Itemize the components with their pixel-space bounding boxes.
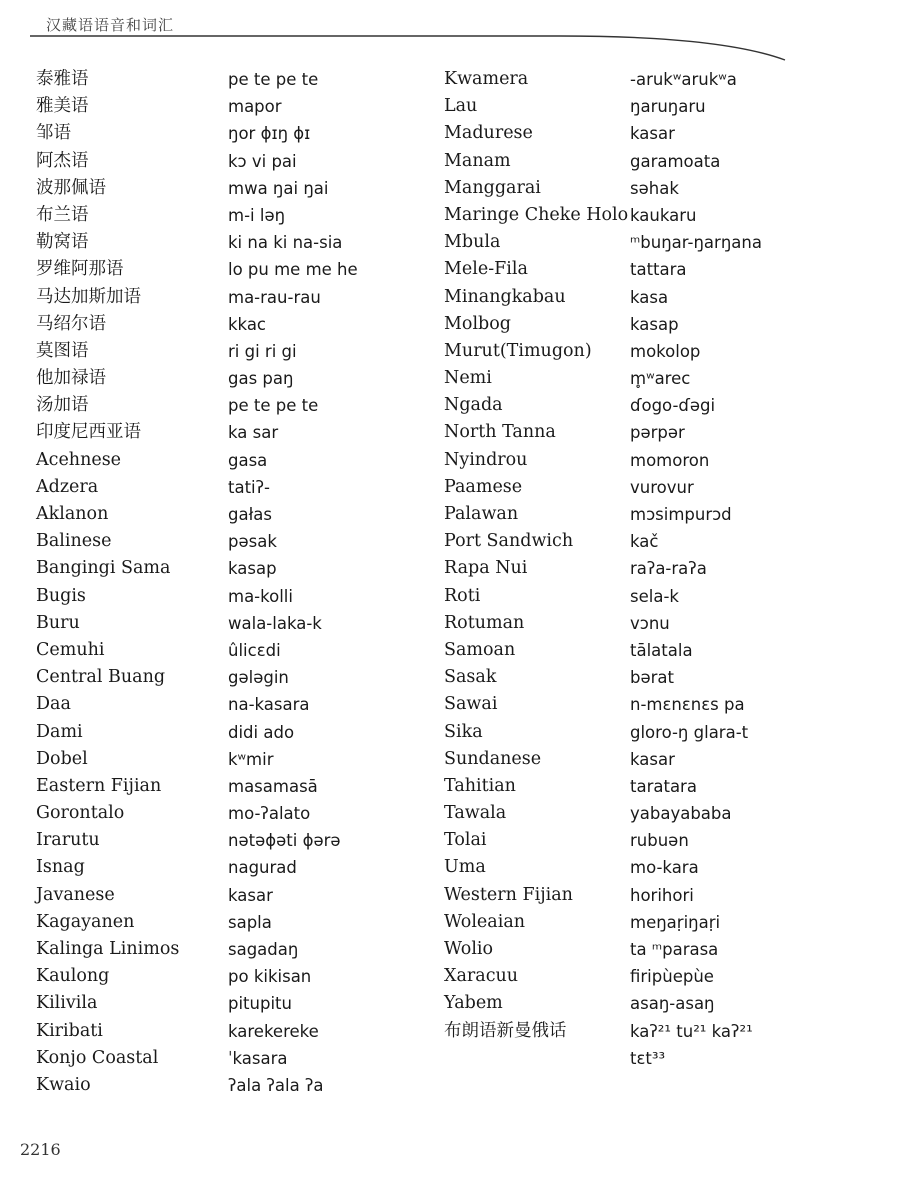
language-name: Paamese [444, 476, 523, 497]
word-form: tālatala [630, 640, 693, 660]
language-name: Irarutu [36, 830, 100, 851]
word-form: kasar [630, 124, 675, 144]
word-form: n-mɛnɛnɛs pa [630, 695, 745, 715]
word-form: gasa [228, 450, 268, 470]
language-name: Rotuman [444, 612, 525, 633]
language-name: Central Buang [36, 667, 166, 688]
language-name: 莫图语 [36, 340, 89, 361]
language-name: Dami [36, 721, 83, 742]
word-form: gas paŋ [228, 369, 294, 389]
language-name: Adzera [36, 476, 99, 497]
word-form: kkac [228, 314, 267, 334]
language-name: Tahitian [444, 775, 516, 796]
language-name: Aklanon [36, 504, 109, 524]
word-form: mo-ʔalato [228, 804, 311, 824]
word-form: bərat [630, 668, 674, 688]
word-form: kač [630, 532, 659, 552]
word-form: tɛt³³ [630, 1048, 666, 1068]
word-form: ŋaruŋaru [630, 97, 706, 117]
language-name: Kalinga Linimos [36, 939, 180, 959]
word-form: nətəɸəti ɸərə [228, 831, 341, 851]
language-name: Kilivila [36, 993, 98, 1014]
word-form: gałas [228, 505, 272, 524]
language-name: 马达加斯加语 [36, 286, 141, 307]
word-form: kasap [228, 559, 277, 579]
language-name: Wolio [444, 939, 494, 959]
language-name: Xaracuu [444, 966, 519, 987]
language-name: Samoan [444, 639, 516, 660]
word-form: kaukaru [630, 205, 697, 225]
word-form: ŋor ɸɪŋ ɸɪ [228, 124, 311, 144]
language-name: Nemi [444, 368, 492, 389]
language-name: Lau [444, 96, 478, 117]
word-form: gloro-ŋ glara-t [630, 722, 749, 742]
language-name: 罗维阿那语 [36, 259, 124, 280]
language-name: Nyindrou [444, 449, 528, 470]
language-name: Bangingi Sama [36, 558, 171, 579]
word-form: sagadaŋ [228, 940, 299, 959]
word-form: vɔnu [630, 613, 670, 633]
language-name: Sundanese [444, 748, 542, 769]
word-form: horihori [630, 885, 694, 905]
language-name: Tawala [444, 803, 507, 824]
language-name: 阿杰语 [36, 150, 89, 171]
word-form: ma-kolli [228, 586, 293, 606]
word-form: masamasā [228, 776, 318, 796]
word-form: mo-kara [630, 858, 699, 878]
language-name: Molbog [444, 313, 511, 334]
language-name: 汤加语 [36, 395, 89, 416]
language-name: Yabem [444, 993, 503, 1014]
language-name: 邹语 [36, 123, 71, 144]
word-form: asaŋ-asaŋ [630, 994, 715, 1014]
language-name: 布朗语新曼俄话 [444, 1020, 567, 1041]
word-form: pərpər [630, 423, 685, 443]
word-form: didi ado [228, 722, 295, 742]
language-name: Kwamera [444, 69, 529, 89]
language-name: 马绍尔语 [36, 313, 106, 334]
language-name: 布兰语 [36, 204, 89, 225]
header-rule [0, 0, 900, 70]
word-form: kasap [630, 314, 679, 334]
word-form: tatiʔ- [228, 477, 271, 497]
word-form: momoron [630, 450, 710, 470]
language-name: Roti [444, 585, 481, 606]
language-name: Port Sandwich [444, 531, 574, 552]
word-form: garamoata [630, 151, 721, 171]
language-name: Gorontalo [36, 803, 125, 824]
language-name: Sawai [444, 694, 498, 715]
word-form: m̥ʷarec [630, 369, 691, 389]
word-form: kɔ vi pai [228, 151, 297, 171]
word-form: mokolop [630, 341, 701, 361]
word-form: kasa [630, 287, 669, 307]
word-form: kʷmir [228, 749, 274, 769]
language-name: 他加禄语 [36, 368, 106, 389]
language-name: Palawan [444, 504, 519, 524]
language-name: Kwaio [36, 1074, 91, 1095]
language-name: Mbula [444, 232, 501, 253]
language-name: Eastern Fijian [36, 775, 162, 796]
word-form: rubuən [630, 831, 689, 851]
word-form: po kikisan [228, 967, 312, 987]
word-form: gələgin [228, 668, 289, 688]
language-name: 印度尼西亚语 [36, 422, 141, 443]
word-form: pitupitu [228, 994, 292, 1014]
word-form: ka sar [228, 423, 279, 443]
word-form: mɔsimpurɔd [630, 505, 732, 524]
language-name: Woleaian [444, 911, 526, 932]
page-number: 2216 [20, 1140, 61, 1159]
language-name: Uma [444, 857, 486, 878]
word-form: ki na ki na-sia [228, 233, 343, 253]
language-name: Konjo Coastal [36, 1047, 159, 1068]
language-name: Sasak [444, 667, 497, 688]
word-form: pəsak [228, 532, 277, 552]
form-column-right [630, 66, 820, 1072]
word-form: yabayababa [630, 804, 732, 824]
word-form: ˈkasara [228, 1048, 288, 1068]
language-name: Kaulong [36, 966, 110, 987]
language-name: Western Fijian [444, 884, 573, 905]
word-form: kaʔ²¹ tu²¹ kaʔ²¹ [630, 1021, 753, 1041]
word-form: vurovur [630, 477, 694, 497]
language-name: Mele-Fila [444, 259, 528, 280]
language-name: 雅美语 [36, 96, 89, 117]
form-column-left [228, 66, 428, 1099]
word-form: lo pu me me he [228, 260, 358, 280]
word-form: mwa ŋai ŋai [228, 178, 329, 198]
word-form: ᵐbuŋar-ŋarŋana [630, 233, 762, 253]
language-column-right [444, 66, 629, 1045]
language-name: Bugis [36, 585, 86, 606]
language-name: Kagayanen [36, 911, 135, 932]
language-name: 泰雅语 [36, 69, 89, 89]
language-name: Ngada [444, 395, 503, 416]
language-column-left [36, 66, 221, 1099]
running-header: 汉藏语语音和词汇 [46, 16, 175, 34]
word-form: ʔala ʔala ʔa [228, 1075, 324, 1095]
word-form: karekereke [228, 1021, 319, 1041]
word-form: m-i ləŋ [228, 205, 286, 225]
language-name: Manggarai [444, 177, 541, 198]
word-form: wala-laka-k [228, 613, 322, 633]
word-form: na-kasara [228, 695, 310, 715]
word-form: sela-k [630, 586, 679, 606]
word-form: meŋaṛiŋaṛi [630, 912, 721, 932]
word-form: firipùepùe [630, 967, 714, 987]
word-form: nagurad [228, 858, 297, 878]
language-name: Manam [444, 150, 511, 171]
word-form: ma-rau-rau [228, 287, 321, 307]
language-name: Acehnese [36, 449, 122, 470]
language-name: Minangkabau [444, 286, 566, 307]
word-form: pe te pe te [228, 396, 319, 416]
word-form: kasar [630, 749, 675, 769]
language-name: Buru [36, 612, 80, 633]
language-name: Madurese [444, 123, 533, 144]
language-name: Cemuhi [36, 639, 105, 660]
word-form: ɗogo-ɗəgi [630, 396, 716, 416]
language-name: Maringe Cheke Holo [444, 204, 629, 225]
word-form: pe te pe te [228, 70, 319, 89]
word-form: ûlicɛdi [228, 640, 281, 660]
word-form: mapor [228, 97, 282, 117]
word-form: kasar [228, 885, 273, 905]
word-form: səhak [630, 178, 679, 198]
language-name: Javanese [36, 884, 115, 905]
word-form: sapla [228, 912, 272, 932]
language-name: 勒窝语 [36, 232, 89, 253]
word-form: ta ᵐparasa [630, 940, 719, 959]
word-form: raʔa-raʔa [630, 559, 707, 579]
word-form: -arukʷarukʷa [630, 70, 737, 89]
language-name: 波那佩语 [36, 177, 106, 198]
language-name: Rapa Nui [444, 558, 528, 579]
word-form: taratara [630, 776, 697, 796]
language-name: Daa [36, 694, 71, 715]
language-name: Kiribati [36, 1020, 103, 1041]
word-form: ri gi ri gi [228, 341, 297, 361]
word-form: tattara [630, 260, 687, 280]
language-name: North Tanna [444, 422, 556, 443]
language-name: Murut(Timugon) [444, 340, 592, 361]
language-name: Tolai [444, 830, 487, 851]
language-name: Dobel [36, 748, 88, 769]
language-name: Isnag [36, 857, 85, 878]
language-name: Balinese [36, 531, 112, 552]
language-name: Sika [444, 721, 483, 742]
